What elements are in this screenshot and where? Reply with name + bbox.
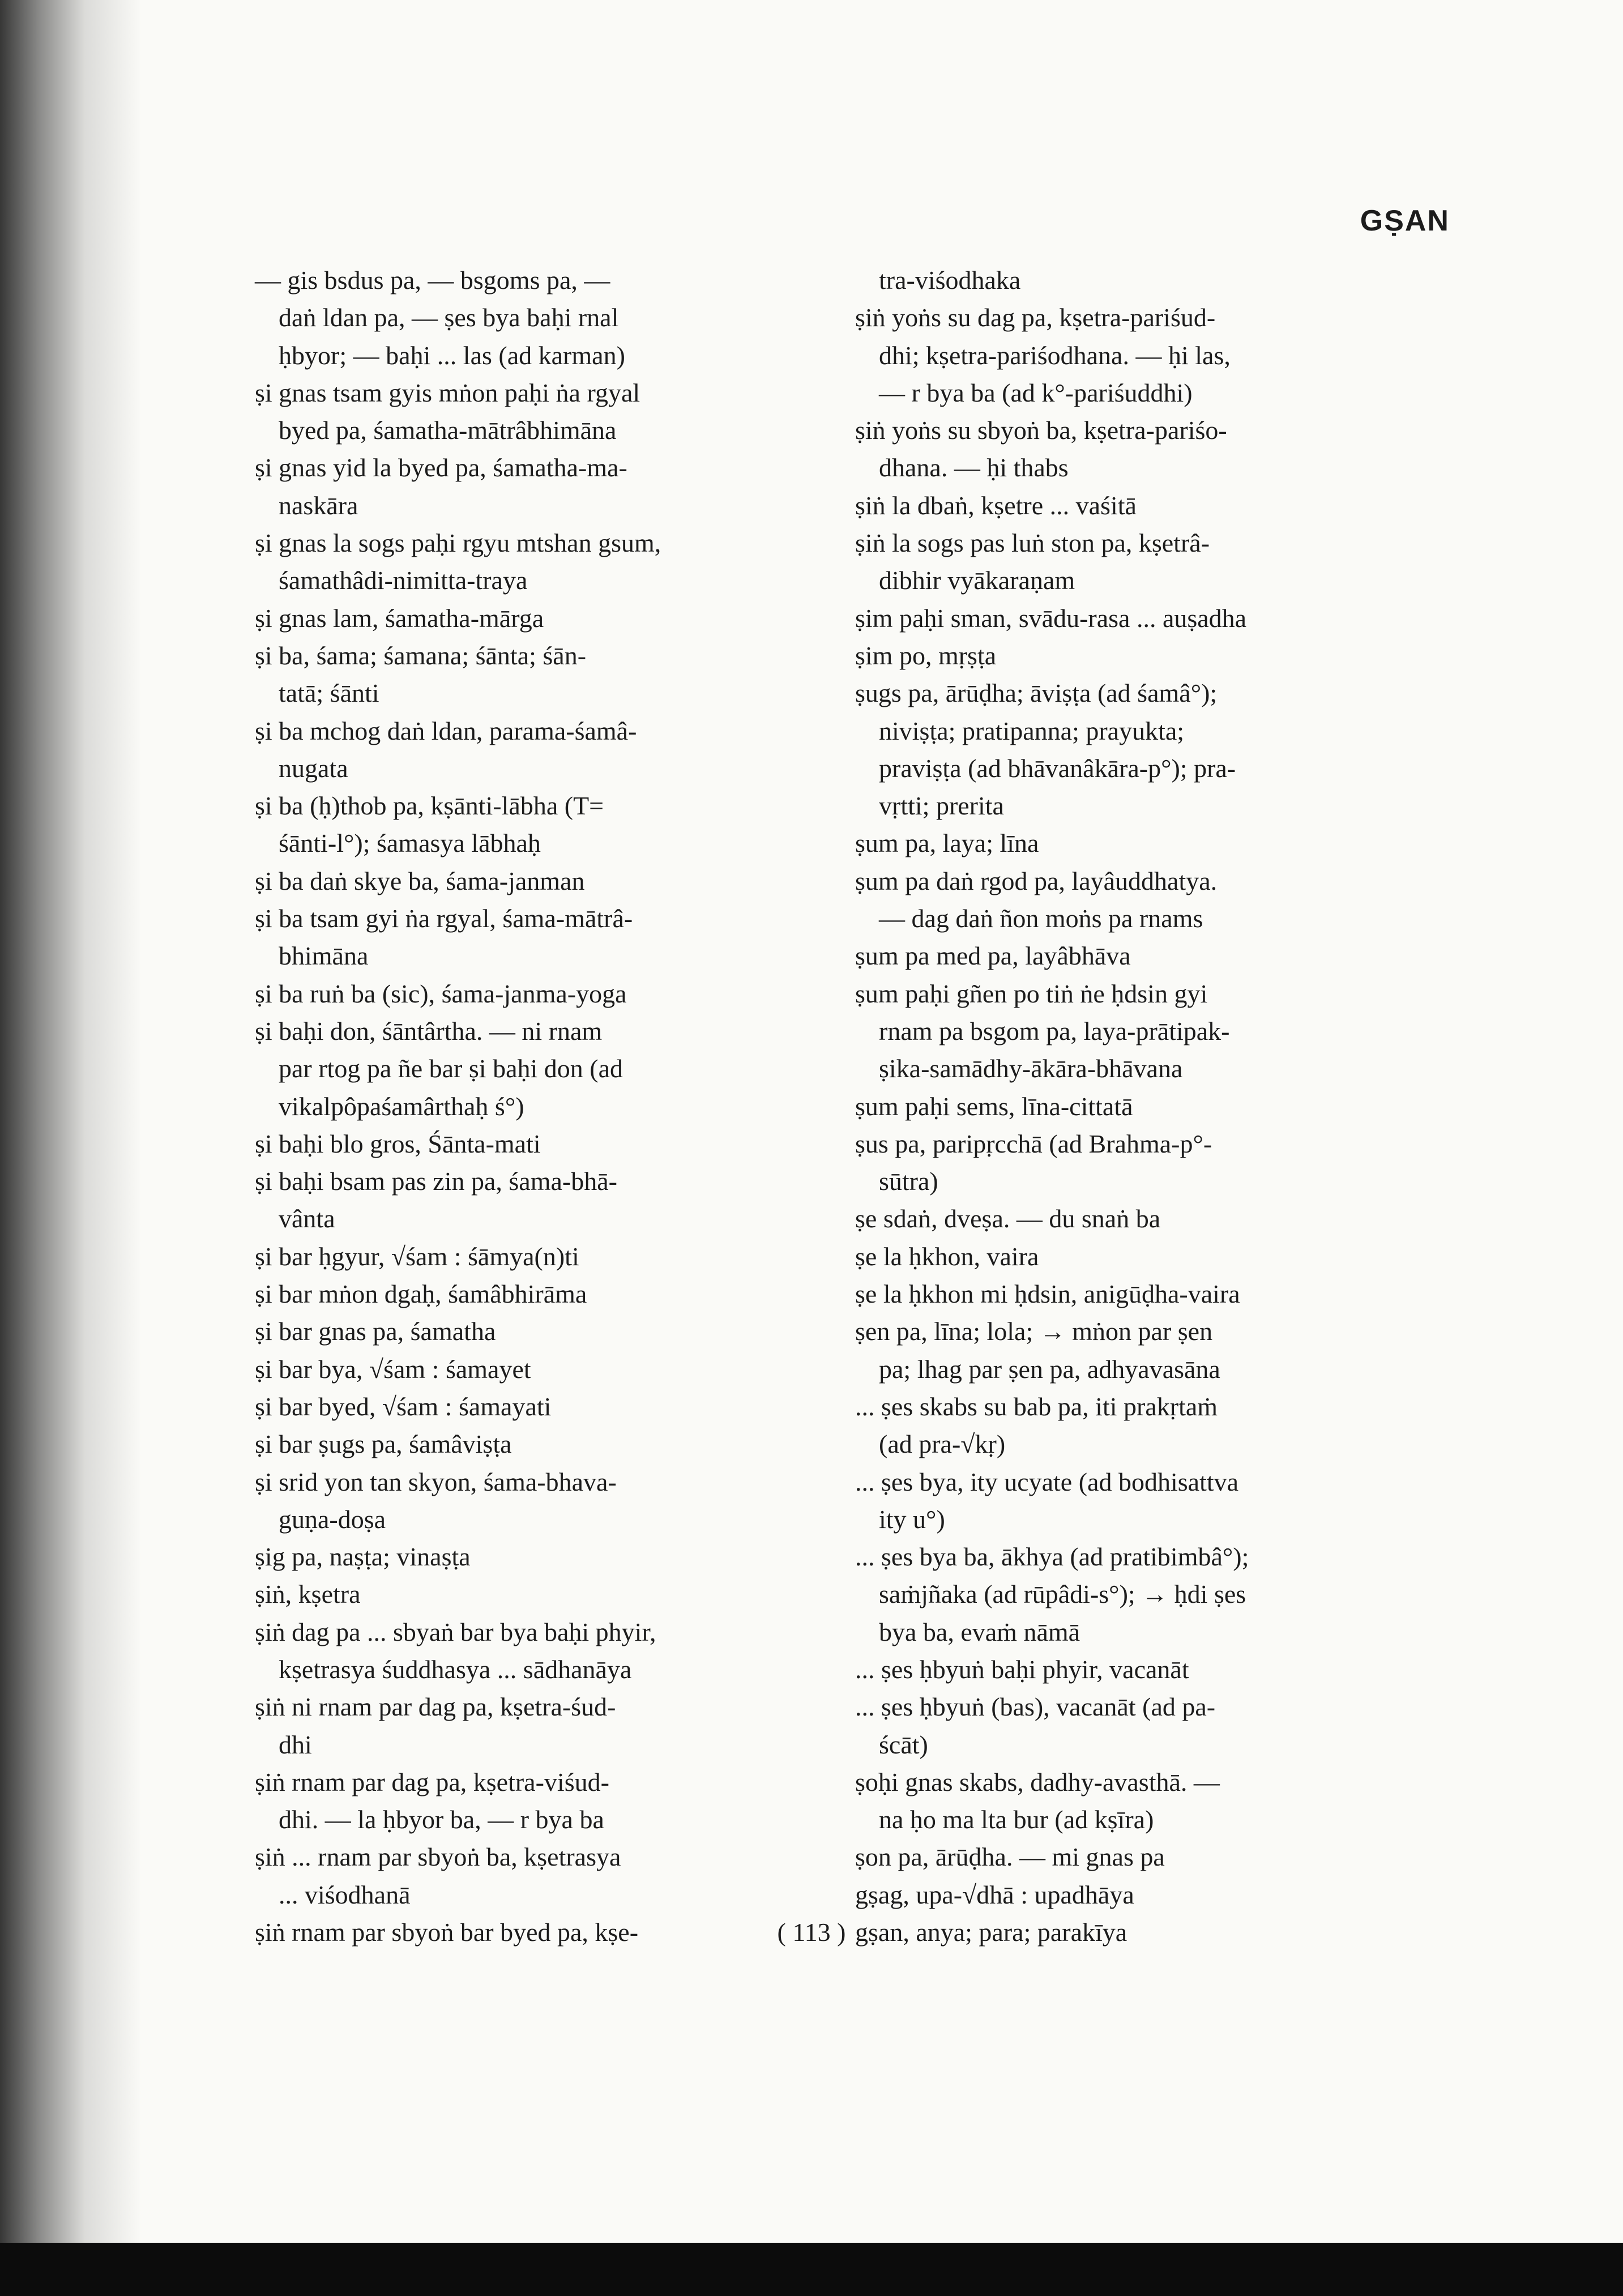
- entry-headword-line: ṣiṅ yoṅs su sbyoṅ ba, kṣetra-pariśo-: [855, 416, 1227, 445]
- entry-headword-line: ṣiṅ dag pa ... sbyaṅ bar bya baḥi phyir,: [255, 1617, 656, 1646]
- entry-headword-line: ṣe sdaṅ, dveṣa. — du snaṅ ba: [855, 1204, 1161, 1234]
- entry-headword-line: ṣi bar ṣugs pa, śamâviṣṭa: [255, 1429, 512, 1459]
- entry-continuation-line: — r bya ba (ad k°-pariśuddhi): [879, 378, 1193, 407]
- entry-headword-line: ṣi ba, śama; śamana; śānta; śān-: [255, 641, 587, 670]
- entry-headword-line: ṣum pa daṅ rgod pa, layâuddhatya.: [855, 866, 1218, 895]
- entry-continuation-line: guṇa-doṣa: [279, 1504, 386, 1534]
- entry-continuation-line: ścāt): [879, 1730, 928, 1759]
- entry-headword-line: ṣim po, mṛṣṭa: [855, 641, 997, 670]
- entry-continuation-line: byed pa, śamatha-mātrâbhimāna: [279, 416, 617, 445]
- entry-headword-line: ṣiṅ la dbaṅ, kṣetre ... vaśitā: [855, 490, 1137, 520]
- entry-headword-line: ṣiṅ rnam par sbyoṅ bar byed pa, kṣe-: [255, 1918, 639, 1947]
- entry-continuation-line: rnam pa bsgom pa, laya-prātipak-: [879, 1016, 1230, 1045]
- entry-headword-line: ṣi gnas lam, śamatha-mārga: [255, 603, 544, 633]
- entry-continuation-line: saṁjñaka (ad rūpâdi-s°); → ḥdi ṣes: [879, 1580, 1246, 1609]
- entry-headword-line: ṣi ba ruṅ ba (sic), śama-janma-yoga: [255, 979, 627, 1008]
- entry-headword-line: ṣum pa med pa, layâbhāva: [855, 941, 1131, 971]
- entry-continuation-line: tra-viśodhaka: [879, 266, 1021, 295]
- entry-headword-line: ṣi baḥi bsam pas zin pa, śama-bhā-: [255, 1167, 617, 1196]
- entry-headword-line: ṣi baḥi don, śāntârtha. — ni rnam: [255, 1016, 603, 1045]
- entry-headword-line: ṣoḥi gnas skabs, dadhy-avasthā. —: [855, 1767, 1220, 1796]
- scan-bottom-edge: [0, 2243, 1623, 2296]
- scan-edge-shadow: [0, 0, 142, 2296]
- entry-continuation-line: nugata: [279, 753, 348, 783]
- entry-headword-line: ṣe la ḥkhon, vaira: [855, 1241, 1039, 1271]
- entry-headword-line: gṣag, upa-√dhā : upadhāya: [855, 1880, 1134, 1909]
- entry-continuation-line: na ḥo ma lta bur (ad kṣīra): [879, 1805, 1154, 1834]
- entry-continuation-line: dibhir vyākaraṇam: [879, 566, 1075, 595]
- entry-headword-line: ṣi ba daṅ skye ba, śama-janman: [255, 866, 585, 895]
- entry-continuation-line: dhana. — ḥi thabs: [879, 453, 1069, 483]
- entry-continuation-line: bhimāna: [279, 941, 369, 971]
- entry-continuation-line: dhi. — la ḥbyor ba, — r bya ba: [279, 1805, 604, 1834]
- entry-headword-line: ... ṣes skabs su bab pa, iti prakṛtaṁ: [855, 1392, 1218, 1421]
- entry-continuation-line: praviṣṭa (ad bhāvanâkāra-p°); pra-: [879, 753, 1236, 783]
- entry-headword-line: gṣan, anya; para; parakīya: [855, 1918, 1127, 1947]
- entry-continuation-line: vikalpôpaśamârthaḥ ś°): [279, 1091, 524, 1121]
- right-column: [855, 262, 1416, 1951]
- entry-continuation-line: ity u°): [879, 1504, 945, 1534]
- entry-continuation-line: dhi: [279, 1730, 312, 1759]
- entry-headword-line: ... ṣes bya ba, ākhya (ad pratibimbâ°);: [855, 1542, 1249, 1572]
- entry-headword-line: ṣum paḥi gñen po tiṅ ṅe ḥdsin gyi: [855, 979, 1208, 1008]
- entry-headword-line: ṣiṅ rnam par dag pa, kṣetra-viśud-: [255, 1767, 609, 1796]
- entry-headword-line: ṣiṅ ni rnam par dag pa, kṣetra-śud-: [255, 1692, 616, 1722]
- entry-continuation-line: vânta: [279, 1204, 335, 1234]
- entry-headword-line: ṣe la ḥkhon mi ḥdsin, anigūḍha-vaira: [855, 1279, 1240, 1309]
- entry-continuation-line: vṛtti; prerita: [879, 791, 1004, 821]
- entry-continuation-line: — dag daṅ ñon moṅs pa rnams: [879, 904, 1203, 933]
- entry-headword-line: ṣiṅ ... rnam par sbyoṅ ba, kṣetrasya: [255, 1842, 621, 1872]
- entry-headword-line: ṣen pa, līna; lola; → mṅon par ṣen: [855, 1317, 1213, 1346]
- entry-continuation-line: ḥbyor; — baḥi ... las (ad karman): [279, 340, 625, 370]
- entry-headword-line: ṣim paḥi sman, svādu-rasa ... auṣadha: [855, 603, 1247, 633]
- running-head: GṢAN: [1360, 204, 1450, 237]
- entry-headword-line: ṣugs pa, ārūḍha; āviṣṭa (ad śamâ°);: [855, 678, 1218, 708]
- entry-headword-line: ... ṣes ḥbyuṅ baḥi phyir, vacanāt: [855, 1654, 1189, 1684]
- entry-headword-line: ... ṣes ḥbyuṅ (bas), vacanāt (ad pa-: [855, 1692, 1216, 1722]
- entry-continuation-line: dhi; kṣetra-pariśodhana. — ḥi las,: [879, 340, 1231, 370]
- entry-headword-line: ṣi ba tsam gyi ṅa rgyal, śama-mātrâ-: [255, 904, 633, 933]
- entry-headword-line: ... ṣes bya, ity ucyate (ad bodhisattva: [855, 1467, 1239, 1496]
- entry-headword-line: ṣi bar gnas pa, śamatha: [255, 1317, 496, 1346]
- page-number: ( 113 ): [777, 1918, 846, 1947]
- entry-headword-line: ṣi srid yon tan skyon, śama-bhava-: [255, 1467, 617, 1496]
- entry-continuation-line: naskāra: [279, 490, 358, 520]
- entry-headword-line: ṣiṅ la sogs pas luṅ ston pa, kṣetrâ-: [855, 528, 1210, 558]
- entry-continuation-line: pa; lhag par ṣen pa, adhyavasāna: [879, 1354, 1220, 1384]
- entry-headword-line: ṣum pa, laya; līna: [855, 829, 1039, 858]
- entry-continuation-line: niviṣṭa; pratipanna; prayukta;: [879, 716, 1185, 745]
- entry-headword-line: — gis bsdus pa, — bsgoms pa, —: [255, 266, 610, 295]
- entry-continuation-line: ... viśodhanā: [279, 1880, 411, 1909]
- entry-headword-line: ṣus pa, paripṛcchā (ad Brahma-p°-: [855, 1129, 1212, 1158]
- entry-continuation-line: (ad pra-√kṛ): [879, 1429, 1006, 1459]
- entry-headword-line: ṣi baḥi blo gros, Śānta-mati: [255, 1129, 541, 1158]
- entry-headword-line: ṣum paḥi sems, līna-cittatā: [855, 1091, 1133, 1121]
- entry-continuation-line: daṅ ldan pa, — ṣes bya baḥi rnal: [279, 303, 619, 332]
- entry-continuation-line: śamathâdi-nimitta-traya: [279, 566, 528, 595]
- entry-headword-line: ṣiṅ, kṣetra: [255, 1580, 361, 1609]
- entry-continuation-line: sūtra): [879, 1167, 938, 1196]
- entry-continuation-line: bya ba, evaṁ nāmā: [879, 1617, 1080, 1646]
- entry-continuation-line: kṣetrasya śuddhasya ... sādhanāya: [279, 1654, 632, 1684]
- entry-continuation-line: ṣika-samādhy-ākāra-bhāvana: [879, 1054, 1183, 1083]
- entry-headword-line: ṣiṅ yoṅs su dag pa, kṣetra-pariśud-: [855, 303, 1216, 332]
- entry-headword-line: ṣi gnas la sogs paḥi rgyu mtshan gsum,: [255, 528, 661, 558]
- entry-headword-line: ṣi gnas yid la byed pa, śamatha-ma-: [255, 453, 627, 483]
- entry-headword-line: ṣi bar byed, √śam : śamayati: [255, 1392, 552, 1421]
- entry-headword-line: ṣi bar ḥgyur, √śam : śāmya(n)ti: [255, 1241, 579, 1271]
- left-column: [255, 262, 821, 1951]
- entry-headword-line: ṣon pa, ārūḍha. — mi gnas pa: [855, 1842, 1165, 1872]
- entry-continuation-line: śānti-l°); śamasya lābhaḥ: [279, 829, 541, 858]
- entry-headword-line: ṣi gnas tsam gyis mṅon paḥi ṅa rgyal: [255, 378, 640, 407]
- entry-headword-line: ṣi bar mṅon dgaḥ, śamâbhirāma: [255, 1279, 587, 1309]
- entry-continuation-line: par rtog pa ñe bar ṣi baḥi don (ad: [279, 1054, 623, 1083]
- entry-continuation-line: tatā; śānti: [279, 678, 379, 708]
- entry-headword-line: ṣi ba (ḥ)thob pa, kṣānti-lābha (T=: [255, 791, 604, 821]
- entry-headword-line: ṣi ba mchog daṅ ldan, parama-śamâ-: [255, 716, 637, 745]
- entry-headword-line: ṣig pa, naṣṭa; vinaṣṭa: [255, 1542, 471, 1572]
- entry-headword-line: ṣi bar bya, √śam : śamayet: [255, 1354, 531, 1384]
